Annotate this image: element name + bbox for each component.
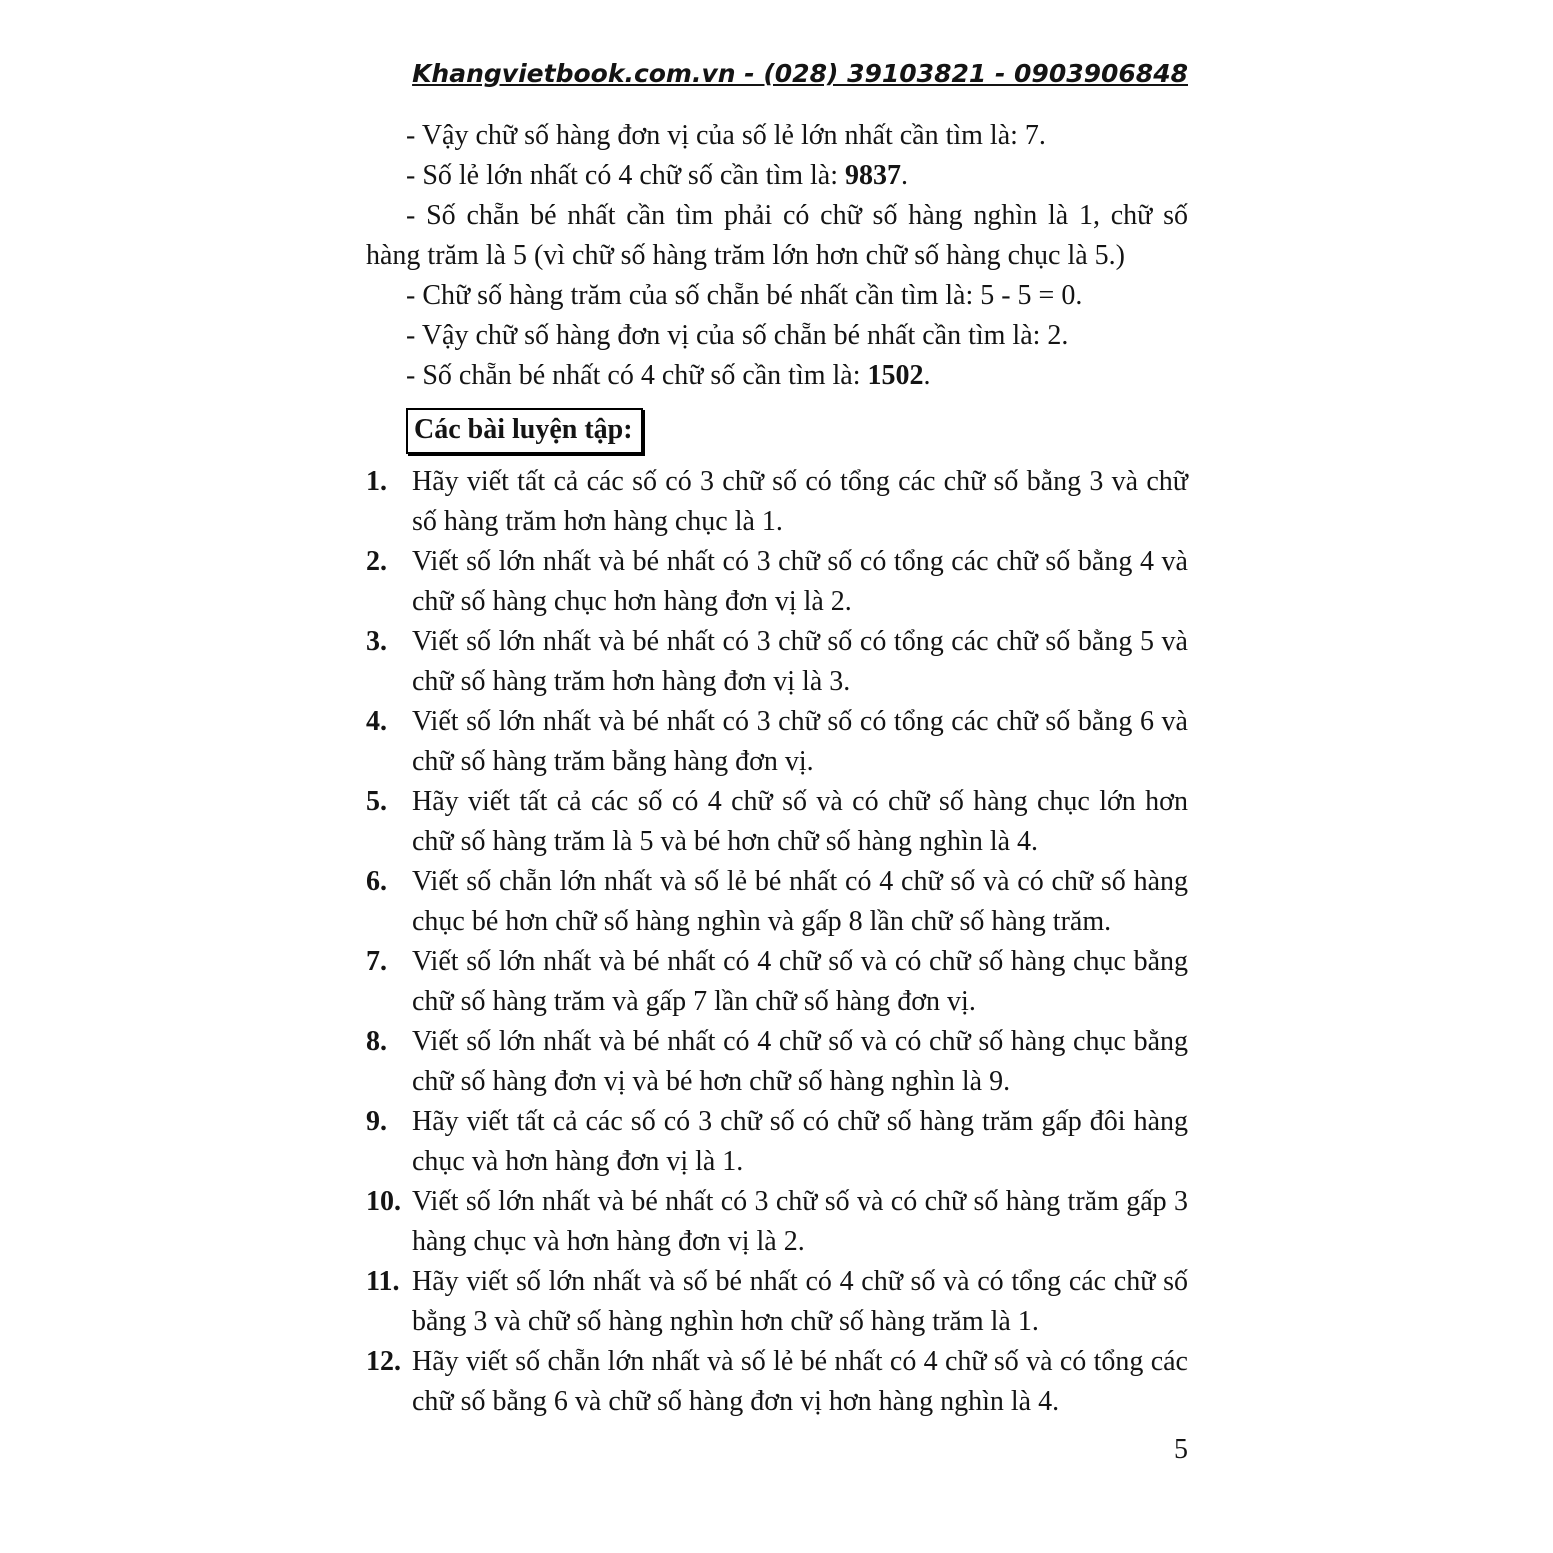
exercise-number: 12.: [366, 1346, 401, 1377]
exercise-text: Viết số lớn nhất và bé nhất có 3 chữ số có tổng các chữ số bằng 4 và chữ số hàng chục hơn hàng đơn vị là 2.: [412, 546, 1188, 617]
page-number: 5: [1174, 1434, 1188, 1465]
exercise-number: 1.: [366, 466, 387, 497]
solution-bold-number: 9837: [845, 160, 902, 191]
solution-text: - Số chẵn bé nhất cần tìm phải có chữ số hàng nghìn là 1, chữ số hàng trăm là 5 (vì chữ số hàng trăm lớn hơn chữ số hàng chục là 5.): [366, 200, 1188, 271]
solution-text: .: [901, 160, 909, 191]
exercise-item: [366, 702, 1188, 782]
solution-text: - Chữ số hàng trăm của số chẵn bé nhất cần tìm là: 5 - 5 = 0.: [406, 280, 1083, 311]
section-heading-wrap: [406, 408, 1188, 454]
solution-bold-number: 1502: [867, 360, 924, 391]
solution-line: [366, 356, 1188, 396]
exercise-text: Viết số lớn nhất và bé nhất có 4 chữ số và có chữ số hàng chục bằng chữ số hàng đơn vị và bé hơn chữ số hàng nghìn là 9.: [412, 1026, 1188, 1097]
exercise-item: [366, 862, 1188, 942]
exercise-number: 5.: [366, 786, 387, 817]
exercise-item: [366, 1342, 1188, 1422]
exercise-number: 11.: [366, 1266, 400, 1297]
exercise-item: [366, 622, 1188, 702]
exercise-item: [366, 1022, 1188, 1102]
exercise-text: Viết số lớn nhất và bé nhất có 3 chữ số có tổng các chữ số bằng 5 và chữ số hàng trăm hơn hàng đơn vị là 3.: [412, 626, 1188, 697]
solution-text: .: [923, 360, 931, 391]
section-heading-box: Các bài luyện tập:: [406, 408, 643, 454]
exercise-number: 9.: [366, 1106, 387, 1137]
exercise-text: Hãy viết tất cả các số có 4 chữ số và có chữ số hàng chục lớn hơn chữ số hàng trăm là 5 và bé hơn chữ số hàng nghìn là 4.: [412, 786, 1188, 857]
exercise-item: [366, 1102, 1188, 1182]
solution-text: - Số chẵn bé nhất có 4 chữ số cần tìm là:: [406, 360, 868, 391]
exercise-item: [366, 782, 1188, 862]
solution-line: [366, 116, 1188, 156]
exercise-number: 8.: [366, 1026, 387, 1057]
exercise-list: [366, 462, 1188, 1422]
exercise-text: Viết số lớn nhất và bé nhất có 4 chữ số và có chữ số hàng chục bằng chữ số hàng trăm và gấp 7 lần chữ số hàng đơn vị.: [412, 946, 1188, 1017]
solution-text: - Số lẻ lớn nhất có 4 chữ số cần tìm là:: [406, 160, 846, 191]
exercise-text: Hãy viết số chẵn lớn nhất và số lẻ bé nhất có 4 chữ số và có tổng các chữ số bằng 6 và chữ số hàng đơn vị hơn hàng nghìn là 4.: [412, 1346, 1188, 1417]
exercise-text: Viết số chẵn lớn nhất và số lẻ bé nhất có 4 chữ số và có chữ số hàng chục bé hơn chữ số hàng nghìn và gấp 8 lần chữ số hàng trăm.: [412, 866, 1188, 937]
exercise-text: Hãy viết tất cả các số có 3 chữ số có tổng các chữ số bằng 3 và chữ số hàng trăm hơn hàng chục là 1.: [412, 466, 1188, 537]
solution-line: [366, 156, 1188, 196]
exercise-item: [366, 1262, 1188, 1342]
exercise-number: 2.: [366, 546, 387, 577]
exercise-text: Viết số lớn nhất và bé nhất có 3 chữ số có tổng các chữ số bằng 6 và chữ số hàng trăm bằng hàng đơn vị.: [412, 706, 1188, 777]
page-content: [366, 56, 1188, 1422]
exercise-text: Hãy viết tất cả các số có 3 chữ số có chữ số hàng trăm gấp đôi hàng chục và hơn hàng đơn vị là 1.: [412, 1106, 1188, 1177]
exercise-text: Viết số lớn nhất và bé nhất có 3 chữ số và có chữ số hàng trăm gấp 3 hàng chục và hơn hàng đơn vị là 2.: [412, 1186, 1188, 1257]
exercise-item: [366, 462, 1188, 542]
exercise-item: [366, 942, 1188, 1022]
exercise-number: 7.: [366, 946, 387, 977]
solution-line: [366, 276, 1188, 316]
exercise-number: 10.: [366, 1186, 401, 1217]
solution-block: [366, 116, 1188, 396]
running-header: Khangvietbook.com.vn - (028) 39103821 - 0903906848: [412, 59, 1188, 88]
exercise-item: [366, 1182, 1188, 1262]
exercise-number: 6.: [366, 866, 387, 897]
exercise-text: Hãy viết số lớn nhất và số bé nhất có 4 chữ số và có tổng các chữ số bằng 3 và chữ số hàng nghìn hơn chữ số hàng trăm là 1.: [412, 1266, 1188, 1337]
exercise-number: 4.: [366, 706, 387, 737]
solution-line: [366, 196, 1188, 276]
exercise-item: [366, 542, 1188, 622]
exercise-number: 3.: [366, 626, 387, 657]
solution-text: - Vậy chữ số hàng đơn vị của số chẵn bé nhất cần tìm là: 2.: [406, 320, 1069, 351]
solution-text: - Vậy chữ số hàng đơn vị của số lẻ lớn nhất cần tìm là: 7.: [406, 120, 1046, 151]
solution-line: [366, 316, 1188, 356]
